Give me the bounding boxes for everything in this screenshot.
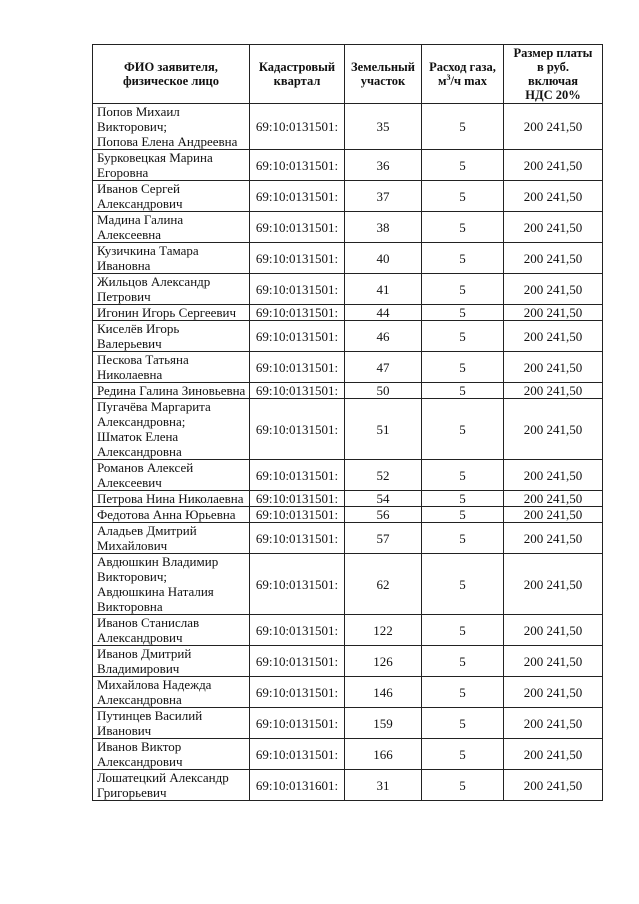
gas-cell: 5	[422, 243, 504, 274]
plot-cell: 31	[345, 770, 422, 801]
plot-cell: 35	[345, 104, 422, 150]
applicant-name-cell	[93, 770, 250, 801]
cadastral-cell: 69:10:0131501:	[250, 104, 345, 150]
cadastral-cell: 69:10:0131501:	[250, 739, 345, 770]
gas-cell: 5	[422, 739, 504, 770]
plot-cell: 38	[345, 212, 422, 243]
fee-cell: 200 241,50	[504, 646, 603, 677]
plot-cell: 54	[345, 491, 422, 507]
plot-cell: 146	[345, 677, 422, 708]
applicant-name-line: Попова Елена Андреевна	[97, 134, 238, 149]
applicant-name-cell	[93, 274, 250, 305]
applicant-name-line: Иванович	[97, 723, 152, 738]
fee-cell: 200 241,50	[504, 243, 603, 274]
applicant-name-line: Александровна;	[97, 414, 186, 429]
applicant-name-cell	[93, 352, 250, 383]
applicant-name-line: Егоровна	[97, 165, 149, 180]
plot-cell: 47	[345, 352, 422, 383]
applicant-name-line: Иванов Сергей	[97, 181, 180, 196]
applicant-name-line: Викторович;	[97, 569, 168, 584]
applicant-name-line: Владимирович	[97, 661, 180, 676]
applicant-name-line: Авдюшкин Владимир	[97, 554, 219, 569]
plot-cell: 62	[345, 554, 422, 615]
applicant-name-line: Попов Михаил	[97, 104, 180, 119]
applicant-name-line: Иванов Виктор	[97, 739, 182, 754]
applicant-name-cell	[93, 615, 250, 646]
fee-cell: 200 241,50	[504, 305, 603, 321]
fee-cell: 200 241,50	[504, 523, 603, 554]
applicant-name-line: Григорьевич	[97, 785, 167, 800]
applicant-name-cell	[93, 243, 250, 274]
plot-cell: 51	[345, 399, 422, 460]
header-plot: Земельный участок	[345, 45, 422, 104]
fee-cell: 200 241,50	[504, 212, 603, 243]
fee-cell: 200 241,50	[504, 677, 603, 708]
cadastral-cell: 69:10:0131501:	[250, 321, 345, 352]
applicant-name-line: Игонин Игорь Сергеевич	[97, 305, 237, 320]
applicant-name-cell	[93, 507, 250, 523]
applicant-name-line: Аладьев Дмитрий	[97, 523, 197, 538]
table-row	[93, 243, 603, 274]
table-row	[93, 274, 603, 305]
gas-cell: 5	[422, 615, 504, 646]
cadastral-cell: 69:10:0131501:	[250, 181, 345, 212]
cadastral-cell: 69:10:0131501:	[250, 243, 345, 274]
table-body	[93, 104, 603, 801]
plot-cell: 126	[345, 646, 422, 677]
fee-cell: 200 241,50	[504, 554, 603, 615]
table-row	[93, 708, 603, 739]
applicant-name-line: Бурковецкая Марина	[97, 150, 213, 165]
applicant-name-line: Пугачёва Маргарита	[97, 399, 211, 414]
gas-cell: 5	[422, 708, 504, 739]
cadastral-cell: 69:10:0131501:	[250, 708, 345, 739]
applicant-name-line: Редина Галина Зиновьевна	[97, 383, 246, 398]
table-row	[93, 739, 603, 770]
applicant-name-cell	[93, 104, 250, 150]
applicant-name-line: Киселёв Игорь Валерьевич	[97, 321, 180, 351]
cadastral-cell: 69:10:0131501:	[250, 212, 345, 243]
table-row	[93, 321, 603, 352]
header-applicant: ФИО заявителя, физическое лицо	[93, 45, 250, 104]
applicant-name-line: Кузичкина Тамара	[97, 243, 199, 258]
applicant-name-line: Авдюшкина Наталия	[97, 584, 214, 599]
applicant-name-cell	[93, 554, 250, 615]
cadastral-cell: 69:10:0131501:	[250, 554, 345, 615]
applicant-name-line: Алексеевич	[97, 475, 162, 490]
fee-cell: 200 241,50	[504, 383, 603, 399]
applicant-name-line: Александрович	[97, 196, 183, 211]
applicant-name-line: Иванов Станислав	[97, 615, 200, 630]
fee-cell: 200 241,50	[504, 491, 603, 507]
applicant-name-cell	[93, 383, 250, 399]
plot-cell: 52	[345, 460, 422, 491]
cadastral-cell: 69:10:0131501:	[250, 274, 345, 305]
fee-cell: 200 241,50	[504, 507, 603, 523]
plot-cell: 46	[345, 321, 422, 352]
table-row	[93, 507, 603, 523]
applicant-name-line: Мадина Галина	[97, 212, 184, 227]
plot-cell: 40	[345, 243, 422, 274]
fee-cell: 200 241,50	[504, 181, 603, 212]
table-row	[93, 181, 603, 212]
applicant-name-line: Александрович	[97, 630, 183, 645]
cadastral-cell: 69:10:0131501:	[250, 491, 345, 507]
table-header-row	[93, 45, 603, 104]
gas-cell: 5	[422, 150, 504, 181]
fee-cell: 200 241,50	[504, 460, 603, 491]
fee-cell: 200 241,50	[504, 104, 603, 150]
gas-cell: 5	[422, 181, 504, 212]
cadastral-cell: 69:10:0131501:	[250, 523, 345, 554]
applicant-name-line: Алексеевна	[97, 227, 161, 242]
table-row	[93, 677, 603, 708]
applicants-table	[92, 44, 603, 801]
applicant-name-cell	[93, 321, 250, 352]
table-row	[93, 491, 603, 507]
header-cadastral: Кадастровый квартал	[250, 45, 345, 104]
cadastral-cell: 69:10:0131601:	[250, 770, 345, 801]
plot-cell: 56	[345, 507, 422, 523]
plot-cell: 41	[345, 274, 422, 305]
cadastral-cell: 69:10:0131501:	[250, 677, 345, 708]
applicant-name-line: Шматок Елена	[97, 429, 179, 444]
cadastral-cell: 69:10:0131501:	[250, 383, 345, 399]
applicant-name-line: Михайлович	[97, 538, 168, 553]
gas-cell: 5	[422, 507, 504, 523]
gas-cell: 5	[422, 104, 504, 150]
applicant-name-line: Романов Алексей	[97, 460, 194, 475]
cadastral-cell: 69:10:0131501:	[250, 646, 345, 677]
gas-cell: 5	[422, 491, 504, 507]
applicant-name-line: Жильцов Александр	[97, 274, 211, 289]
applicant-name-line: Александровна	[97, 444, 182, 459]
gas-cell: 5	[422, 274, 504, 305]
fee-cell: 200 241,50	[504, 739, 603, 770]
gas-cell: 5	[422, 305, 504, 321]
applicant-name-cell	[93, 646, 250, 677]
plot-cell: 44	[345, 305, 422, 321]
plot-cell: 36	[345, 150, 422, 181]
fee-cell: 200 241,50	[504, 399, 603, 460]
table-row	[93, 104, 603, 150]
gas-cell: 5	[422, 677, 504, 708]
applicant-name-line: Александрович	[97, 754, 183, 769]
cadastral-cell: 69:10:0131501:	[250, 507, 345, 523]
plot-cell: 122	[345, 615, 422, 646]
gas-cell: 5	[422, 646, 504, 677]
fee-cell: 200 241,50	[504, 352, 603, 383]
cadastral-cell: 69:10:0131501:	[250, 352, 345, 383]
applicant-name-cell	[93, 460, 250, 491]
applicant-name-line: Федотова Анна Юрьевна	[97, 507, 236, 522]
table-row	[93, 646, 603, 677]
plot-cell: 159	[345, 708, 422, 739]
applicant-name-cell	[93, 523, 250, 554]
cadastral-cell: 69:10:0131501:	[250, 460, 345, 491]
applicant-name-cell	[93, 399, 250, 460]
applicant-name-line: Путинцев Василий	[97, 708, 203, 723]
cadastral-cell: 69:10:0131501:	[250, 150, 345, 181]
plot-cell: 166	[345, 739, 422, 770]
cadastral-cell: 69:10:0131501:	[250, 305, 345, 321]
header-gas: Расход газа, $м^3/ч$ max	[422, 45, 504, 104]
applicant-name-cell	[93, 181, 250, 212]
plot-cell: 50	[345, 383, 422, 399]
table-row	[93, 352, 603, 383]
applicant-name-line: Александровна	[97, 692, 182, 707]
applicant-name-cell	[93, 491, 250, 507]
gas-cell: 5	[422, 383, 504, 399]
plot-cell: 57	[345, 523, 422, 554]
cadastral-cell: 69:10:0131501:	[250, 615, 345, 646]
table-row	[93, 554, 603, 615]
table-row	[93, 460, 603, 491]
gas-cell: 5	[422, 321, 504, 352]
applicant-name-cell	[93, 212, 250, 243]
fee-cell: 200 241,50	[504, 274, 603, 305]
table-row	[93, 305, 603, 321]
applicant-name-cell	[93, 150, 250, 181]
table-row	[93, 383, 603, 399]
gas-cell: 5	[422, 554, 504, 615]
table-row	[93, 523, 603, 554]
applicant-name-line: Петрова Нина Николаевна	[97, 491, 244, 506]
cadastral-cell: 69:10:0131501:	[250, 399, 345, 460]
applicant-name-line: Лошатецкий Александр	[97, 770, 229, 785]
gas-cell: 5	[422, 770, 504, 801]
table-row	[93, 399, 603, 460]
table-row	[93, 615, 603, 646]
applicant-name-line: Михайлова Надежда	[97, 677, 212, 692]
gas-cell: 5	[422, 212, 504, 243]
applicant-name-line: Иванов Дмитрий	[97, 646, 192, 661]
table-row	[93, 212, 603, 243]
fee-cell: 200 241,50	[504, 321, 603, 352]
plot-cell: 37	[345, 181, 422, 212]
applicant-name-line: Пескова Татьяна	[97, 352, 189, 367]
fee-cell: 200 241,50	[504, 770, 603, 801]
applicant-name-cell	[93, 708, 250, 739]
applicant-name-line: Викторович;	[97, 119, 168, 134]
gas-cell: 5	[422, 460, 504, 491]
applicant-name-cell	[93, 739, 250, 770]
applicant-name-line: Викторовна	[97, 599, 163, 614]
applicant-name-line: Ивановна	[97, 258, 151, 273]
fee-cell: 200 241,50	[504, 708, 603, 739]
applicant-name-line: Петрович	[97, 289, 151, 304]
gas-cell: 5	[422, 523, 504, 554]
applicant-name-line: Николаевна	[97, 367, 163, 382]
gas-cell: 5	[422, 399, 504, 460]
gas-cell: 5	[422, 352, 504, 383]
applicant-name-cell	[93, 677, 250, 708]
applicant-name-cell	[93, 305, 250, 321]
table-row	[93, 150, 603, 181]
header-fee: Размер платы в руб. включая НДС 20%	[504, 45, 603, 104]
table-row	[93, 770, 603, 801]
fee-cell: 200 241,50	[504, 150, 603, 181]
fee-cell: 200 241,50	[504, 615, 603, 646]
